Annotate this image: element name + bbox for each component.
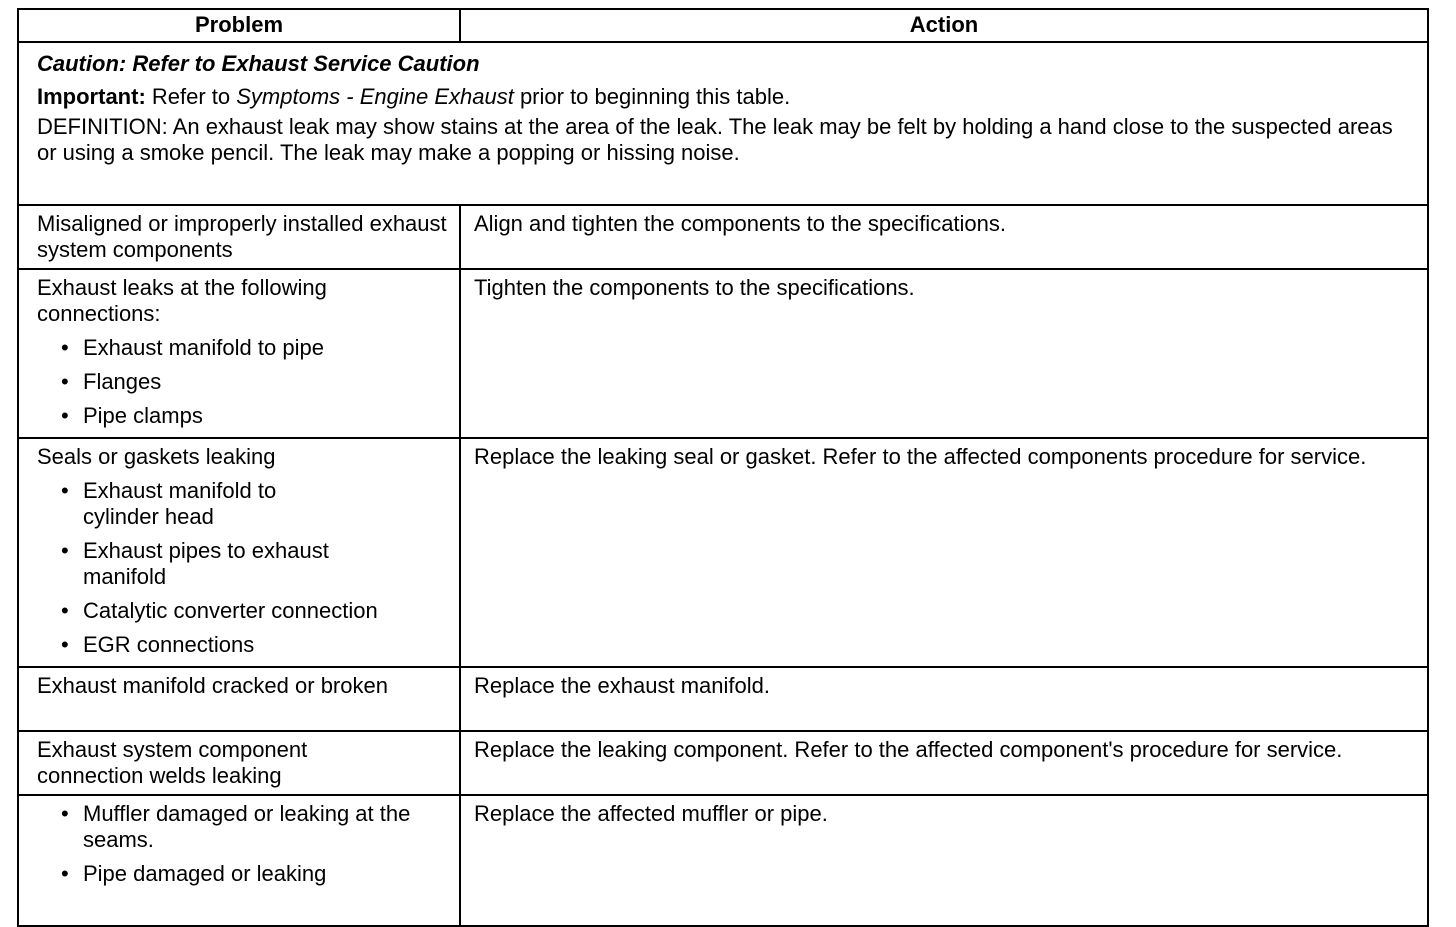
list-item-text: Exhaust manifold to cylinder head bbox=[83, 478, 277, 529]
list-item bbox=[37, 801, 449, 853]
action-cell bbox=[460, 269, 1428, 438]
bullet-icon: • bbox=[61, 632, 69, 657]
list-item-text: Catalytic converter connection bbox=[83, 598, 378, 623]
action-text: Tighten the components to the specifications. bbox=[474, 275, 915, 300]
bullet-icon: • bbox=[61, 478, 69, 503]
action-column-header: Action bbox=[460, 9, 1428, 42]
action-cell bbox=[460, 438, 1428, 667]
list-item bbox=[37, 538, 449, 590]
list-item-text: Exhaust pipes to exhaust manifold bbox=[83, 538, 329, 589]
list-item bbox=[37, 369, 449, 395]
list-item bbox=[37, 478, 449, 530]
action-text: Replace the exhaust manifold. bbox=[474, 673, 770, 698]
list-item bbox=[37, 403, 449, 429]
problem-bullet-list bbox=[37, 478, 449, 658]
table-row bbox=[18, 269, 1428, 438]
list-item-text: EGR connections bbox=[83, 632, 255, 657]
bullet-icon: • bbox=[61, 801, 69, 826]
problem-text: Exhaust leaks at the following connections: bbox=[37, 275, 327, 326]
problem-text: Exhaust manifold cracked or broken bbox=[37, 673, 388, 698]
bullet-icon: • bbox=[61, 369, 69, 394]
problem-bullet-list bbox=[37, 335, 449, 429]
bullet-icon: • bbox=[61, 861, 69, 886]
action-cell bbox=[460, 731, 1428, 795]
action-text: Align and tighten the components to the specifications. bbox=[474, 211, 1007, 236]
bullet-icon: • bbox=[61, 598, 69, 623]
problem-cell bbox=[18, 667, 460, 731]
important-post-text: prior to beginning this table. bbox=[513, 84, 791, 109]
problem-cell bbox=[18, 269, 460, 438]
list-item bbox=[37, 632, 449, 658]
intro-row bbox=[18, 42, 1428, 205]
list-item bbox=[37, 861, 449, 887]
problem-cell bbox=[18, 795, 460, 926]
table-row bbox=[18, 795, 1428, 926]
important-note bbox=[37, 81, 1409, 113]
problem-text: Exhaust system component connection welds leaking bbox=[37, 737, 308, 788]
problem-column-header: Problem bbox=[18, 9, 460, 42]
action-text: Replace the leaking seal or gasket. Refer to the affected components procedure for service. bbox=[474, 444, 1367, 469]
bullet-icon: • bbox=[61, 538, 69, 563]
list-item bbox=[37, 598, 449, 624]
list-item-text: Pipe damaged or leaking bbox=[83, 861, 327, 886]
table-row bbox=[18, 731, 1428, 795]
important-pre-text: Refer to bbox=[145, 84, 237, 109]
action-cell bbox=[460, 667, 1428, 731]
bullet-icon: • bbox=[61, 403, 69, 428]
list-item-text: Muffler damaged or leaking at the seams. bbox=[83, 801, 411, 852]
problem-cell bbox=[18, 438, 460, 667]
table-row bbox=[18, 205, 1428, 269]
action-cell bbox=[460, 205, 1428, 269]
list-item bbox=[37, 335, 449, 361]
header-row bbox=[18, 9, 1428, 42]
diagnostic-table-page bbox=[17, 8, 1427, 927]
caution-note: Caution: Refer to Exhaust Service Caution bbox=[37, 51, 480, 76]
bullet-icon: • bbox=[61, 335, 69, 360]
problem-text: Misaligned or improperly installed exhaust system components bbox=[37, 211, 447, 262]
list-item-text: Flanges bbox=[83, 369, 162, 394]
table-row bbox=[18, 667, 1428, 731]
problem-bullet-list bbox=[37, 801, 449, 887]
action-cell bbox=[460, 795, 1428, 926]
table-row bbox=[18, 438, 1428, 667]
action-text: Replace the leaking component. Refer to the affected component's procedure for service. bbox=[474, 737, 1343, 762]
list-item-text: Pipe clamps bbox=[83, 403, 203, 428]
action-text: Replace the affected muffler or pipe. bbox=[474, 801, 828, 826]
exhaust-leak-diagnostic-table bbox=[17, 8, 1429, 927]
definition-text: DEFINITION: An exhaust leak may show stains at the area of the leak. The leak may be felt by holding a hand close to the suspected areas or using a smoke pencil. The leak may make a popping or hissing noise. bbox=[37, 114, 1393, 165]
important-reference: Symptoms - Engine Exhaust bbox=[236, 84, 514, 109]
important-label: Important: bbox=[37, 84, 146, 109]
problem-cell bbox=[18, 731, 460, 795]
intro-cell bbox=[18, 42, 1428, 205]
problem-text: Seals or gaskets leaking bbox=[37, 444, 276, 469]
problem-cell bbox=[18, 205, 460, 269]
list-item-text: Exhaust manifold to pipe bbox=[83, 335, 324, 360]
